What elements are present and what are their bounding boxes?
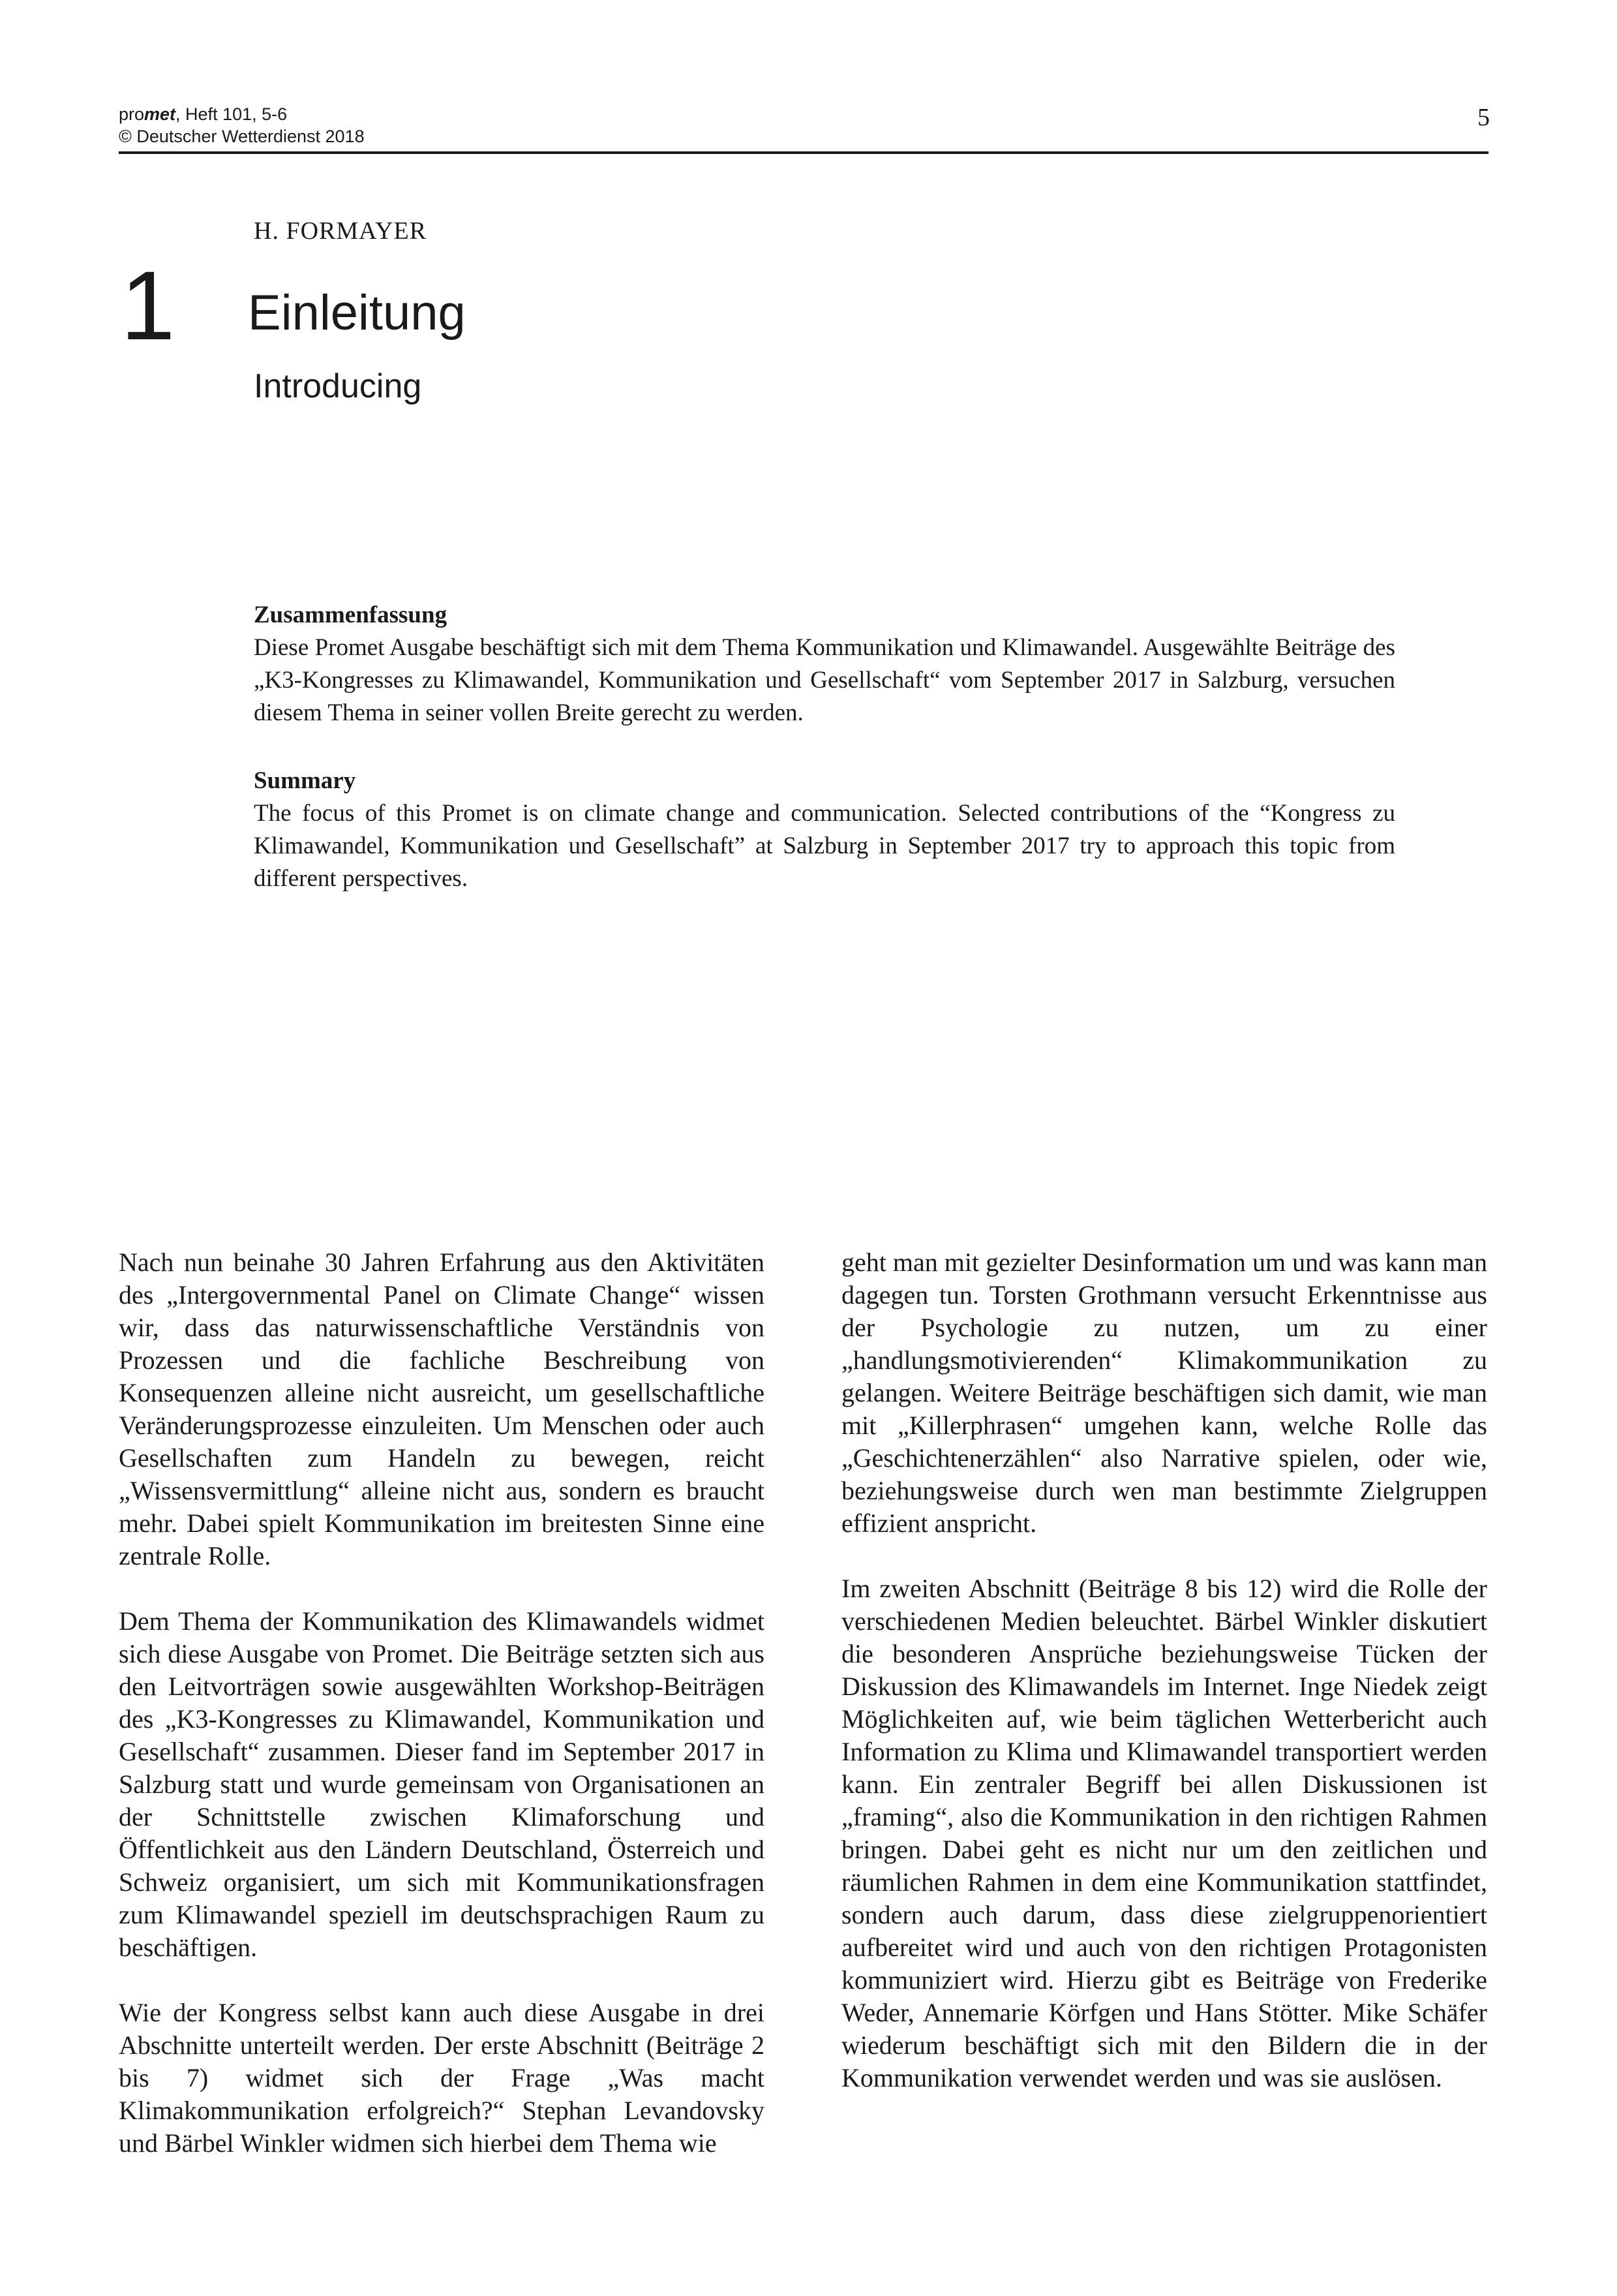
body-paragraph: Nach nun beinahe 30 Jahren Erfahrung aus den Aktivitäten des „Intergovernmental Panel on Climate Change“ wissen wir, dass das naturwissenschaftliche Verständnis von Prozessen und die fachliche Beschreibung von Konsequenzen alleine nicht ausreicht, um gesellschaftliche Veränderungsprozesse einzuleiten. Um Menschen oder auch Gesellschaften zum Handeln zu bewegen, reicht „Wissensvermittlung“ alleine nicht aus, sondern es braucht mehr. Dabei spielt Kommunikation im breitesten Sinne eine zentrale Rolle.: [119, 1247, 764, 1570]
body-paragraph: Im zweiten Abschnitt (Beiträge 8 bis 12) wird die Rolle der verschiedenen Medien beleuchtet. Bärbel Winkler diskutiert die besonderen Ansprüche beziehungsweise Tücken der Diskussion des Klimawandels im Internet. Inge Niedek zeigt Möglichkeiten auf, wie beim täglichen Wetterbericht auch Information zu Klima und Klimawandel transportiert werden kann. Ein zentraler Begriff bei allen Diskussionen ist „framing“, also die Kommunikation in den richtigen Rahmen bringen. Dabei geht es nicht nur um den zeitlichen und räumlichen Rahmen in dem eine Kommunikation stattfindet, sondern auch darum, dass diese zielgruppenorientiert aufbereitet wird und auch von den richtigen Protagonisten kommuniziert wird. Hierzu gibt es Beiträge von Frederike Weder, Annemarie Körfgen und Hans Stötter. Mike Schäfer wiederum beschäftigt sich mit den Bildern die in der Kommunikation verwendet werden und was sie auslösen.: [841, 1574, 1487, 2092]
abstract-german: [254, 599, 1395, 729]
journal-issue: , Heft 101, 5-6: [175, 104, 288, 124]
header-divider: [119, 151, 1489, 154]
body-column-left: [119, 1246, 764, 2192]
journal-name-met: met: [144, 104, 176, 124]
page-number: 5: [1477, 104, 1490, 131]
copyright-line: © Deutscher Wetterdienst 2018: [119, 127, 365, 146]
article-author: H. FORMAYER: [254, 217, 427, 245]
abstract-english-heading: Summary: [254, 767, 356, 794]
body-paragraph: geht man mit gezielter Desinformation um und was kann man dagegen tun. Torsten Grothmann versucht Erkenntnisse aus der Psychologie zu nutzen, um zu einer „handlungsmotivierenden“ Klimakommunikation zu gelangen. Weitere Beiträge beschäftigen sich damit, wie man mit „Killerphrasen“ umgehen kann, welche Rolle das „Geschichtenerzählen“ also Narrative spielen, oder wie, beziehungsweise durch wen man bestimmte Zielgruppen effizient anspricht.: [841, 1247, 1487, 1538]
article-title-german: Einleitung: [248, 285, 466, 341]
abstract-english: [254, 765, 1395, 895]
body-paragraph: Wie der Kongress selbst kann auch diese Ausgabe in drei Abschnitte unterteilt werden. Der erste Abschnitt (Beiträge 2 bis 7) widmet sich der Frage „Was macht Klimakommunikation erfolgreich?“ Stephan Levandovsky und Bärbel Winkler widmen sich hierbei dem Thema wie: [119, 1998, 764, 2158]
abstract-german-text: Diese Promet Ausgabe beschäftigt sich mit dem Thema Kommunikation und Klimawandel. Ausgewählte Beiträge des „K3-Kongresses zu Klimawandel, Kommunikation und Gesellschaft“ vom September 2017 in Salzburg, versuchen diesem Thema in seiner vollen Breite gerecht zu werden.: [254, 634, 1395, 726]
article-title-english: Introducing: [254, 367, 422, 405]
body-column-right: [841, 1246, 1487, 2127]
running-header: [119, 103, 365, 147]
journal-citation: [119, 103, 365, 125]
body-paragraph: Dem Thema der Kommunikation des Klimawandels widmet sich diese Ausgabe von Promet. Die Beiträge setzten sich aus den Leitvorträgen sowie ausgewählten Workshop-Beiträgen des „K3-Kongresses zu Klimawandel, Kommunikation und Gesellschaft“ zusammen. Dieser fand im September 2017 in Salzburg statt und wurde gemeinsam von Organisationen an der Schnittstelle zwischen Klimaforschung und Öffentlichkeit aus den Ländern Deutschland, Österreich und Schweiz organisiert, um sich mit Kommunikationsfragen zum Klimawandel speziell im deutschsprachigen Raum zu beschäftigen.: [119, 1606, 764, 1962]
abstract-german-heading: Zusammenfassung: [254, 602, 447, 628]
chapter-number: 1: [121, 251, 175, 360]
journal-name-pro: pro: [119, 104, 145, 124]
abstract-english-text: The focus of this Promet is on climate change and communication. Selected contributions of the “Kongress zu Klimawandel, Kommunikation und Gesellschaft” at Salzburg in September 2017 try to approach this topic from different perspectives.: [254, 800, 1395, 892]
